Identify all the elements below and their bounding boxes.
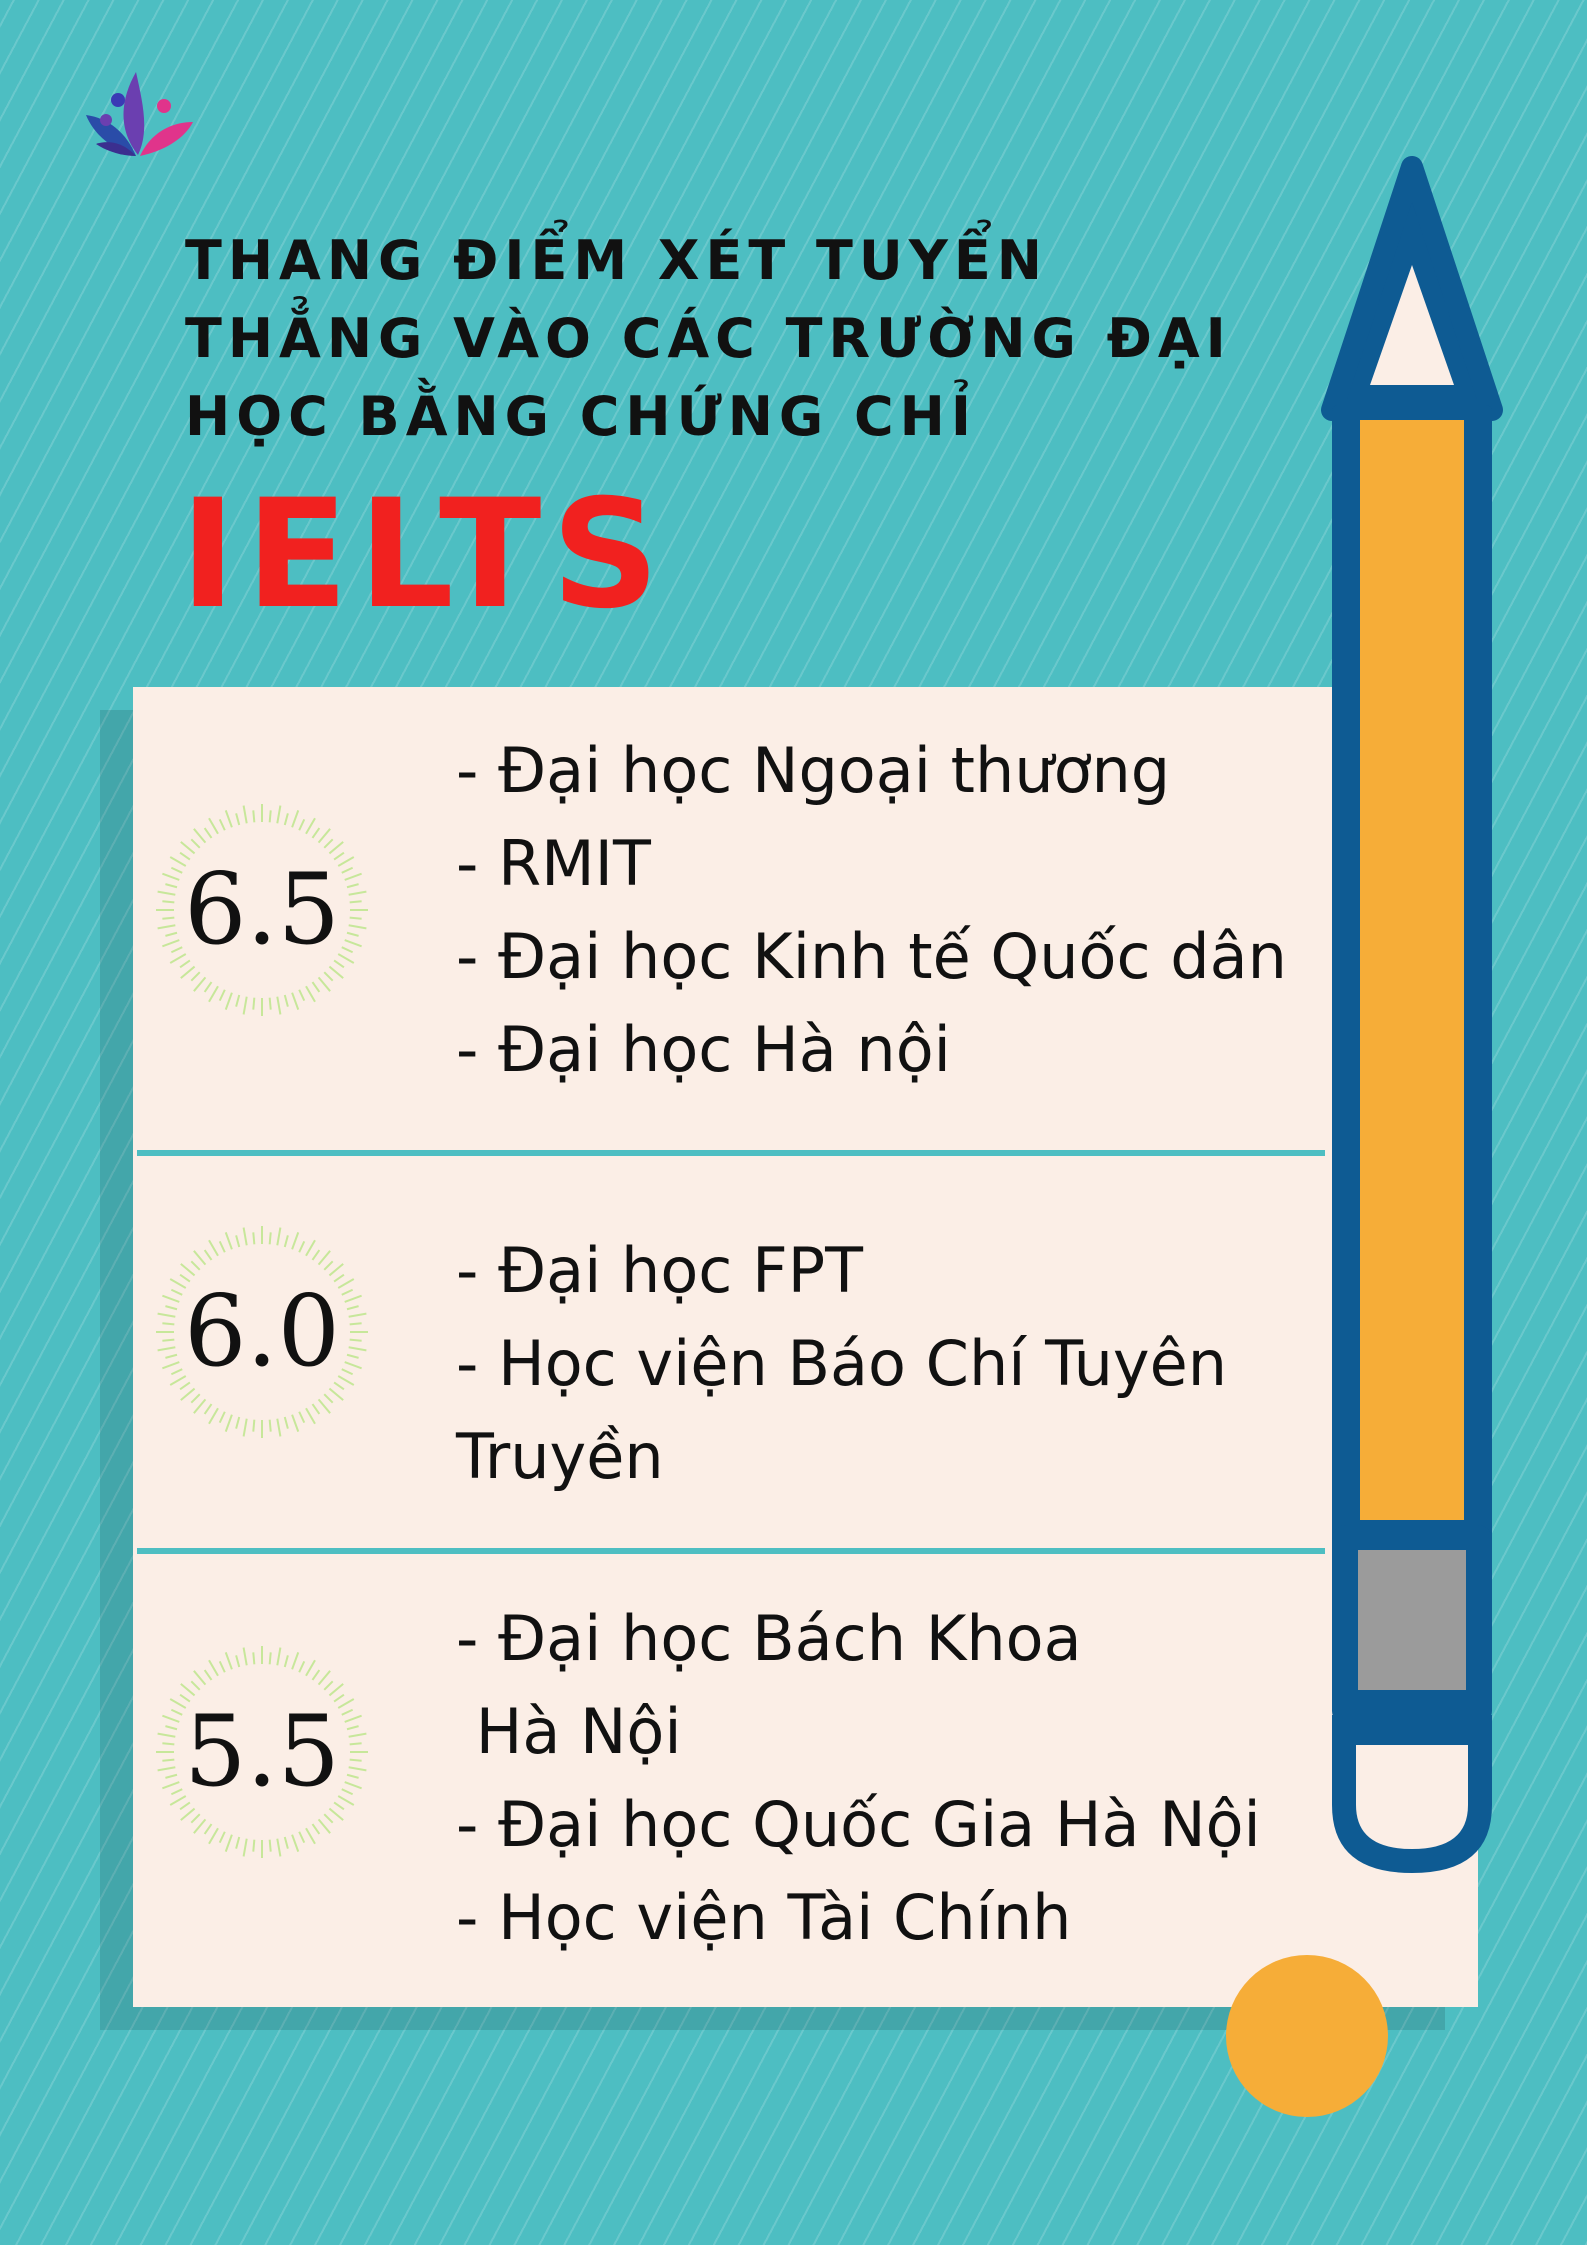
title-line-2: THẲNG VÀO CÁC TRƯỜNG ĐẠI xyxy=(185,307,1232,370)
school-list-2 xyxy=(456,1224,1316,1503)
list-item: - Đại học Bách Khoa xyxy=(456,1602,1082,1675)
list-item: - RMIT xyxy=(456,827,651,900)
row-divider xyxy=(137,1548,1325,1554)
title-line-3: HỌC BẰNG CHỨNG CHỈ xyxy=(185,385,977,448)
pencil-icon xyxy=(1320,155,1505,1880)
list-item: Truyền xyxy=(456,1420,664,1493)
page-title xyxy=(185,222,1285,456)
list-item: - Học viện Tài Chính xyxy=(456,1881,1072,1954)
score-value: 6.0 xyxy=(184,1275,340,1389)
score-value: 5.5 xyxy=(184,1695,340,1809)
score-badge-2 xyxy=(152,1222,372,1442)
list-item: - Học viện Báo Chí Tuyên xyxy=(456,1327,1228,1400)
list-item: - Đại học FPT xyxy=(456,1234,863,1307)
list-item: - Đại học Kinh tế Quốc dân xyxy=(456,920,1287,993)
score-badge-3 xyxy=(152,1642,372,1862)
list-item: - Đại học Ngoại thương xyxy=(456,734,1171,807)
subject-heading: IELTS xyxy=(180,468,670,642)
score-badge-1 xyxy=(152,800,372,1020)
logo-icon xyxy=(78,60,198,170)
orange-dot-icon xyxy=(1226,1955,1388,2117)
school-list-1 xyxy=(456,724,1316,1096)
row-divider xyxy=(137,1150,1325,1156)
list-item: - Đại học Hà nội xyxy=(456,1013,951,1086)
score-value: 6.5 xyxy=(184,853,340,967)
school-list-3 xyxy=(456,1592,1316,1964)
list-item: Hà Nội xyxy=(456,1695,682,1768)
list-item: - Đại học Quốc Gia Hà Nội xyxy=(456,1788,1261,1861)
title-line-1: THANG ĐIỂM XÉT TUYỂN xyxy=(185,229,1048,292)
